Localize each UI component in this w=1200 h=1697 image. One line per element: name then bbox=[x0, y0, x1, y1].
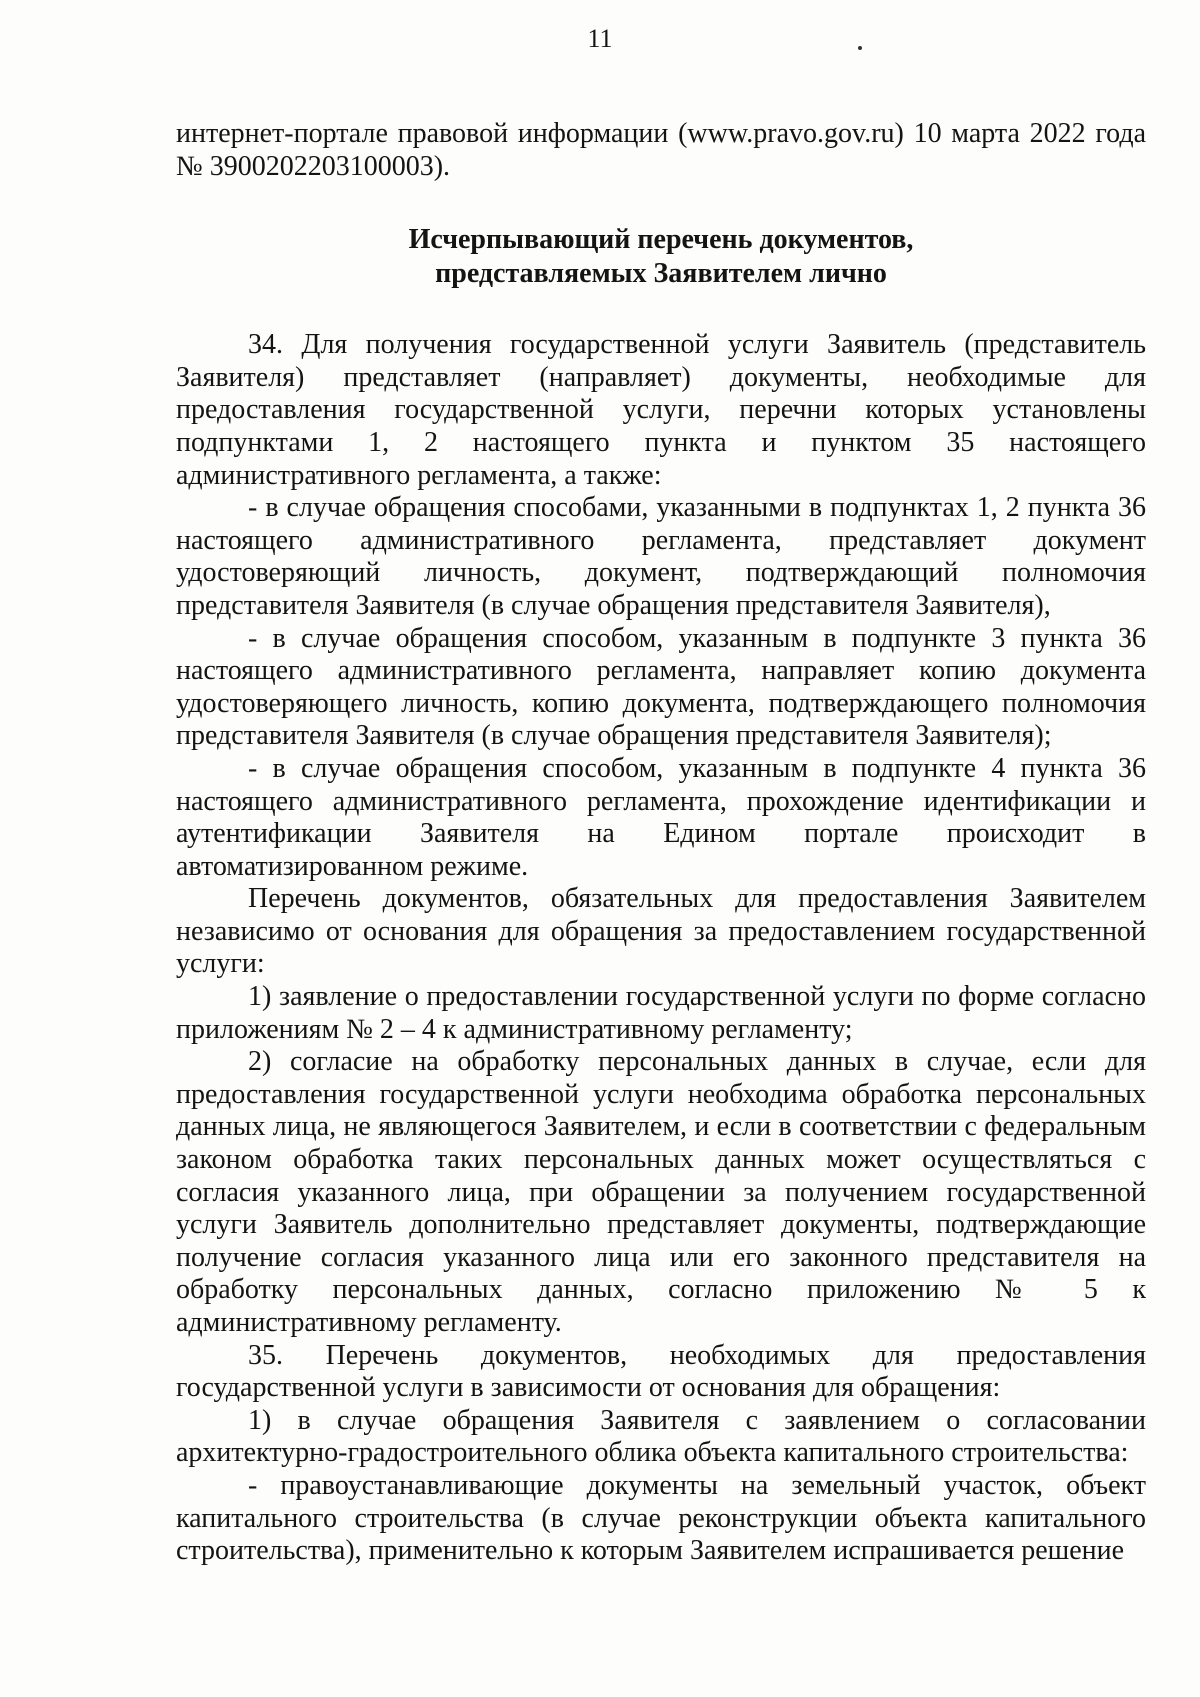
paragraph-35-item-1: 1) в случае обращения Заявителя с заявлением о согласовании архитектурно-градостроительного облика объекта капитального строительства: bbox=[176, 1404, 1146, 1469]
intro-paragraph: интернет-портале правовой информации (www.pravo.gov.ru) 10 марта 2022 года № 3900202203100003). bbox=[176, 118, 1146, 182]
list-item-identity-docs: - в случае обращения способами, указанными в подпунктах 1, 2 пункта 36 настоящего административного регламента, представляет документ удостоверяющий личность, документ, подтверждающий полномочия представителя Заявителя (в случае обращения представителя Заявителя), bbox=[176, 492, 1146, 621]
list-item-portal-authentication: - в случае обращения способом, указанным в подпункте 4 пункта 36 настоящего административного регламента, прохождение идентификации и аутентификации Заявителя на Едином портале происходит в автоматизированном режиме. bbox=[176, 752, 1146, 882]
paragraph-35-item-1-title-docs: - правоустанавливающие документы на земельный участок, объект капитального строительства (в случае реконструкции объекта капитального строительства), применительно к которым Заявителем испрашивается решение bbox=[176, 1469, 1146, 1567]
mandatory-doc-consent: 2) согласие на обработку персональных данных в случае, если для предоставления государственной услуги необходима обработка персональных данных лица, не являющегося Заявителем, и если в соответствии с федеральным законом обработка таких персональных данных может осуществляться с согласия указанного лица, при обращении за получением государственной услуги Заявитель дополнительно представляет документы, подтверждающие получение согласия указанного лица или его законного представителя на обработку персональных данных, согласно приложению № 5 к административному регламенту. bbox=[176, 1046, 1146, 1338]
document-body bbox=[176, 118, 1146, 1568]
list-item-document-copies: - в случае обращения способом, указанным в подпункте 3 пункта 36 настоящего административного регламента, направляет копию документа удостоверяющего личность, копию документа, подтверждающего полномочия представителя Заявителя (в случае обращения представителя Заявителя); bbox=[176, 622, 1146, 752]
mandatory-doc-application: 1) заявление о предоставлении государственной услуги по форме согласно приложениям № 2 – 4 к административному регламенту; bbox=[176, 981, 1146, 1045]
paragraph-34: 34. Для получения государственной услуги Заявитель (представитель Заявителя) представляет (направляет) документы, необходимые для предоставления государственной услуги, перечни которых установлены подпунктами 1, 2 настоящего пункта и пунктом 35 настоящего административного регламента, а также: bbox=[176, 329, 1146, 491]
page-number: 11 bbox=[587, 24, 613, 53]
section-heading-line-2: представляемых Заявителем лично bbox=[435, 258, 887, 290]
scan-speck bbox=[858, 46, 862, 50]
mandatory-docs-intro: Перечень документов, обязательных для предоставления Заявителем независимо от основания для обращения за предоставлением государственной услуги: bbox=[176, 883, 1146, 980]
section-heading bbox=[176, 223, 1146, 291]
section-heading-line-1: Исчерпывающий перечень документов, bbox=[408, 224, 914, 256]
paragraph-35: 35. Перечень документов, необходимых для предоставления государственной услуги в зависимости от основания для обращения: bbox=[176, 1339, 1146, 1404]
